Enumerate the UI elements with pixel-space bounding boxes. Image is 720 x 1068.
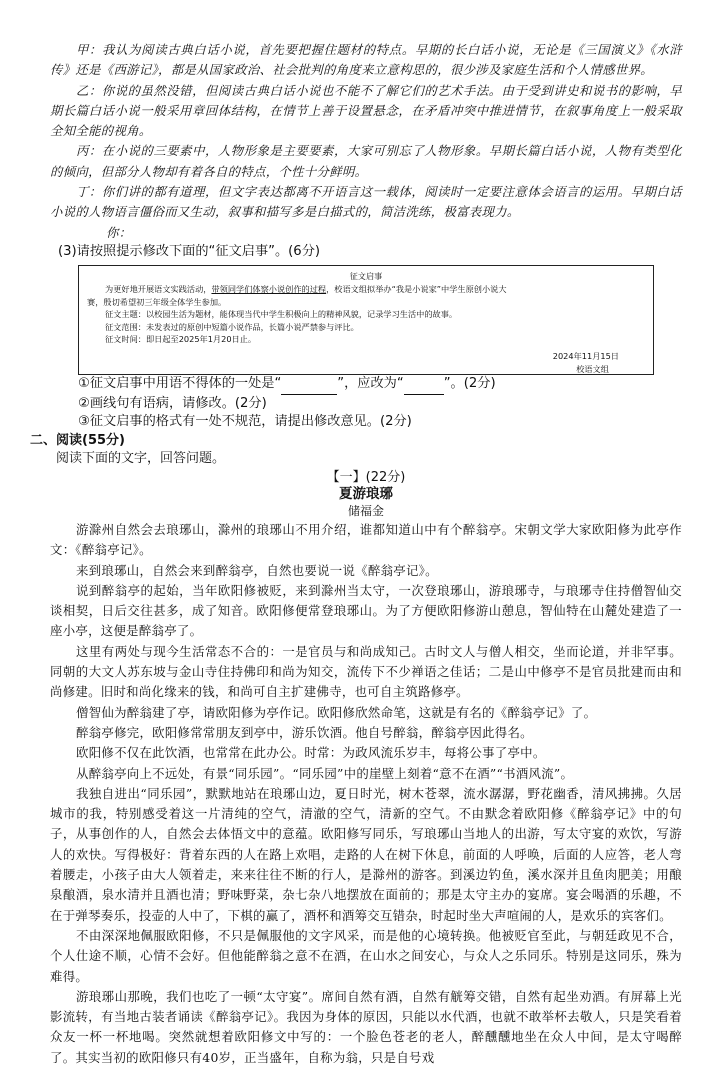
exam-page — [30, 40, 682, 1068]
passage-paragraph: 游琅琊山那晚，我们也吃了一顿“太守宴”。席间自然有酒，自然有觥筹交错，自然有起坐劝酒。有屏幕上光影流转，有当地古装者诵读《醉翁亭记》。我因为身体的原因，只能以水代酒，也就不敢举杯去敬人，只是笑看着众友一杯一杯地喝。突然就想着欧阳修文中写的：一个脸色苍老的老人，醉醺醺地坐在众人中间，是太守喝醉了。其实当初的欧阳修只有40岁，正当盛年，自称为翁，只是自号戏 — [50, 988, 682, 1065]
notice-title: 征文启事 — [349, 271, 383, 282]
notice-line-1: 为更好地开展语文实践活动，带领同学们体察小说创作的过程，校语文组拟举办“我是小说家”中学生原创小说大 — [105, 284, 507, 295]
passage-paragraph: 从醉翁亭向上不远处，有景“同乐园”。“同乐园”中的崖壁上刻着“意不在酒”“书酒风流”。 — [76, 765, 574, 781]
dialogue-jia: 甲：我认为阅读古典白话小说，首先要把握住题材的特点。早期的长白话小说，无论是《三国演义》《水浒传》还是《西游记》，都是从国家政治、社会批判的角度来立意构思的，很少涉及家庭生活和个人情感世界。 — [50, 42, 682, 78]
passage-paragraph: 我独自进出“同乐园”，默默地站在琅琊山边，夏日时光，树木苍翠，流水潺潺，野花幽香，清风拂拂。久居城市的我，特别感受着这一片清纯的空气，清澈的空气，清新的空气。不由默念着欧阳修《醉翁亭记》中的句子，从事创作的人，自然会去体悟文中的意蕴。欧阳修写同乐，写琅琊山当地人的出游，写太守宴的欢饮，写游人的欢快。写得极好：背着东西的人在路上欢唱，走路的人在树下休息，前面的人呼唤，后面的人应答，老人弯着腰走，小孩子由大人领着走，来来往往不断的行人，是滁州的游客。到溪边钓鱼，溪水深并且鱼肉肥美；用酿泉酿酒，泉水清并且酒也清；野味野菜，杂七杂八地摆放在面前的；那是太守主办的宴席。宴会喝酒的乐趣，不在于弹琴奏乐，投壶的人中了，下棋的赢了，酒杯和酒筹交互错杂，时起时坐大声喧闹的人，是欢乐的宾客们。 — [50, 785, 682, 923]
passage-paragraph: 游滁州自然会去琅琊山，滁州的琅琊山不用介绍，谁都知道山中有个醉翁亭。宋朝文学大家欧阳修为此亭作文：《醉翁亭记》。 — [50, 521, 682, 558]
notice-line-4: 征文范围：未发表过的原创中短篇小说作品，长篇小说严禁参与评比。 — [105, 321, 359, 332]
passage-paragraph: 这里有两处与现今生活常态不合的：一是官员与和尚成知己。古时文人与僧人相交，坐而论道，并非罕事。同朝的大文人苏东坡与金山寺住持佛印和尚为知交，流传下不少禅语之佳话；二是山中修亭不是官员批建而由和尚修建。旧时和尚化缘来的钱，和尚可自主扩建佛寺，也可自主筑路修亭。 — [50, 643, 682, 700]
passage-paragraph: 不由深深地佩服欧阳修，不只是佩服他的文字风采，而是他的心境转换。他被贬官至此，与朝廷政见不合，个人仕途不顺，心情不会好。但他能醉翁之意不在酒，在山水之间安心，与众人之乐同乐。特别是这同乐，殊为难得。 — [50, 927, 682, 984]
passage-title: 夏游琅琊 — [339, 485, 393, 502]
dialogue-ni: 你： — [106, 224, 132, 240]
question-3-title: (3)请按照提示修改下面的“征文启事”。(6分) — [58, 243, 321, 259]
passage-paragraph: 僧智仙为醉翁建了亭，请欧阳修为亭作记。欧阳修欣然命笔，这就是有名的《醉翁亭记》了。 — [76, 704, 597, 720]
passage-paragraph: 欧阳修不仅在此饮酒，也常常在此办公。时常：为政风流乐岁丰，每将公事了亭中。 — [76, 745, 546, 761]
dialogue-bing: 丙：在小说的三要素中，人物形象是主要要素，大家可别忘了人物形象。早期长篇白话小说，人物有类型化的倾向，但部分人物却有着各自的特点，个性十分鲜明。 — [50, 143, 682, 179]
notice-underlined-sentence: 带领同学们体察小说创作的过程 — [211, 284, 327, 295]
dialogue-yi: 乙：你说的虽然没错，但阅读古典白话小说也不能不了解它们的艺术手法。由于受到讲史和说书的影响，早期长篇白话小说一般采用章回体结构，在情节上善于设置悬念，在矛盾冲突中推进情节，在叙事角度上一般采取全知全能的视角。 — [50, 82, 682, 139]
notice-box — [78, 265, 654, 375]
passage-paragraph: 说到醉翁亭的起始，当年欧阳修被贬，来到滁州当太守，一次登琅琊山，游琅琊寺，与琅琊寺住持僧智仙交谈相契，日后交往甚多，成了知音。欧阳修便常登琅琊山。为了方便欧阳修游山憩息，智仙特在山麓处建造了一座小亭，这便是醉翁亭了。 — [50, 582, 682, 639]
passage-author: 储福金 — [347, 503, 384, 518]
question-3-sub-2: ②画线句有语病，请修改。(2分) — [78, 395, 267, 411]
question-3-sub-1: ①征文启事中用语不得体的一处是“ ”，应改为“ ”。(2分) — [78, 375, 682, 395]
notice-date: 2024年11月15日 — [552, 351, 619, 362]
passage-paragraph: 醉翁亭修完，欧阳修常常朋友到亭中，游乐饮酒。他自号醉翁，醉翁亭因此得名。 — [76, 724, 533, 740]
dialogue-ding: 丁：你们讲的都有道理，但文字表达都离不开语言这一载体，阅读时一定要注意体会语言的运用。早期白话小说的人物语言僵俗而又生动，叙事和描写多是白描式的，简洁洗练，极富表现力。 — [50, 184, 682, 220]
notice-line-3: 征文主题：以校园生活为题材，能体现当代中学生积极向上的精神风貌，记录学习生活中的故事。 — [105, 309, 458, 320]
notice-line-2: 赛，殷切希望初三年级全体学生参加。 — [87, 296, 227, 307]
section-heading: 二、阅读(55分) — [30, 432, 125, 448]
passage-paragraph: 来到琅琊山，自然会来到醉翁亭，自然也要说一说《醉翁亭记》。 — [76, 562, 438, 578]
answer-blank-2[interactable] — [404, 375, 444, 395]
notice-line-5: 征文时间：即日起至2025年1月20日止。 — [105, 334, 257, 345]
notice-org: 校语文组 — [576, 363, 609, 374]
passage-number: 【一】(22分) — [326, 469, 406, 485]
question-3-sub-3: ③征文启事的格式有一处不规范，请提出修改意见。(2分) — [78, 414, 412, 430]
answer-blank-1[interactable] — [281, 375, 337, 395]
reading-instruction: 阅读下面的文字，回答问题。 — [56, 450, 226, 466]
